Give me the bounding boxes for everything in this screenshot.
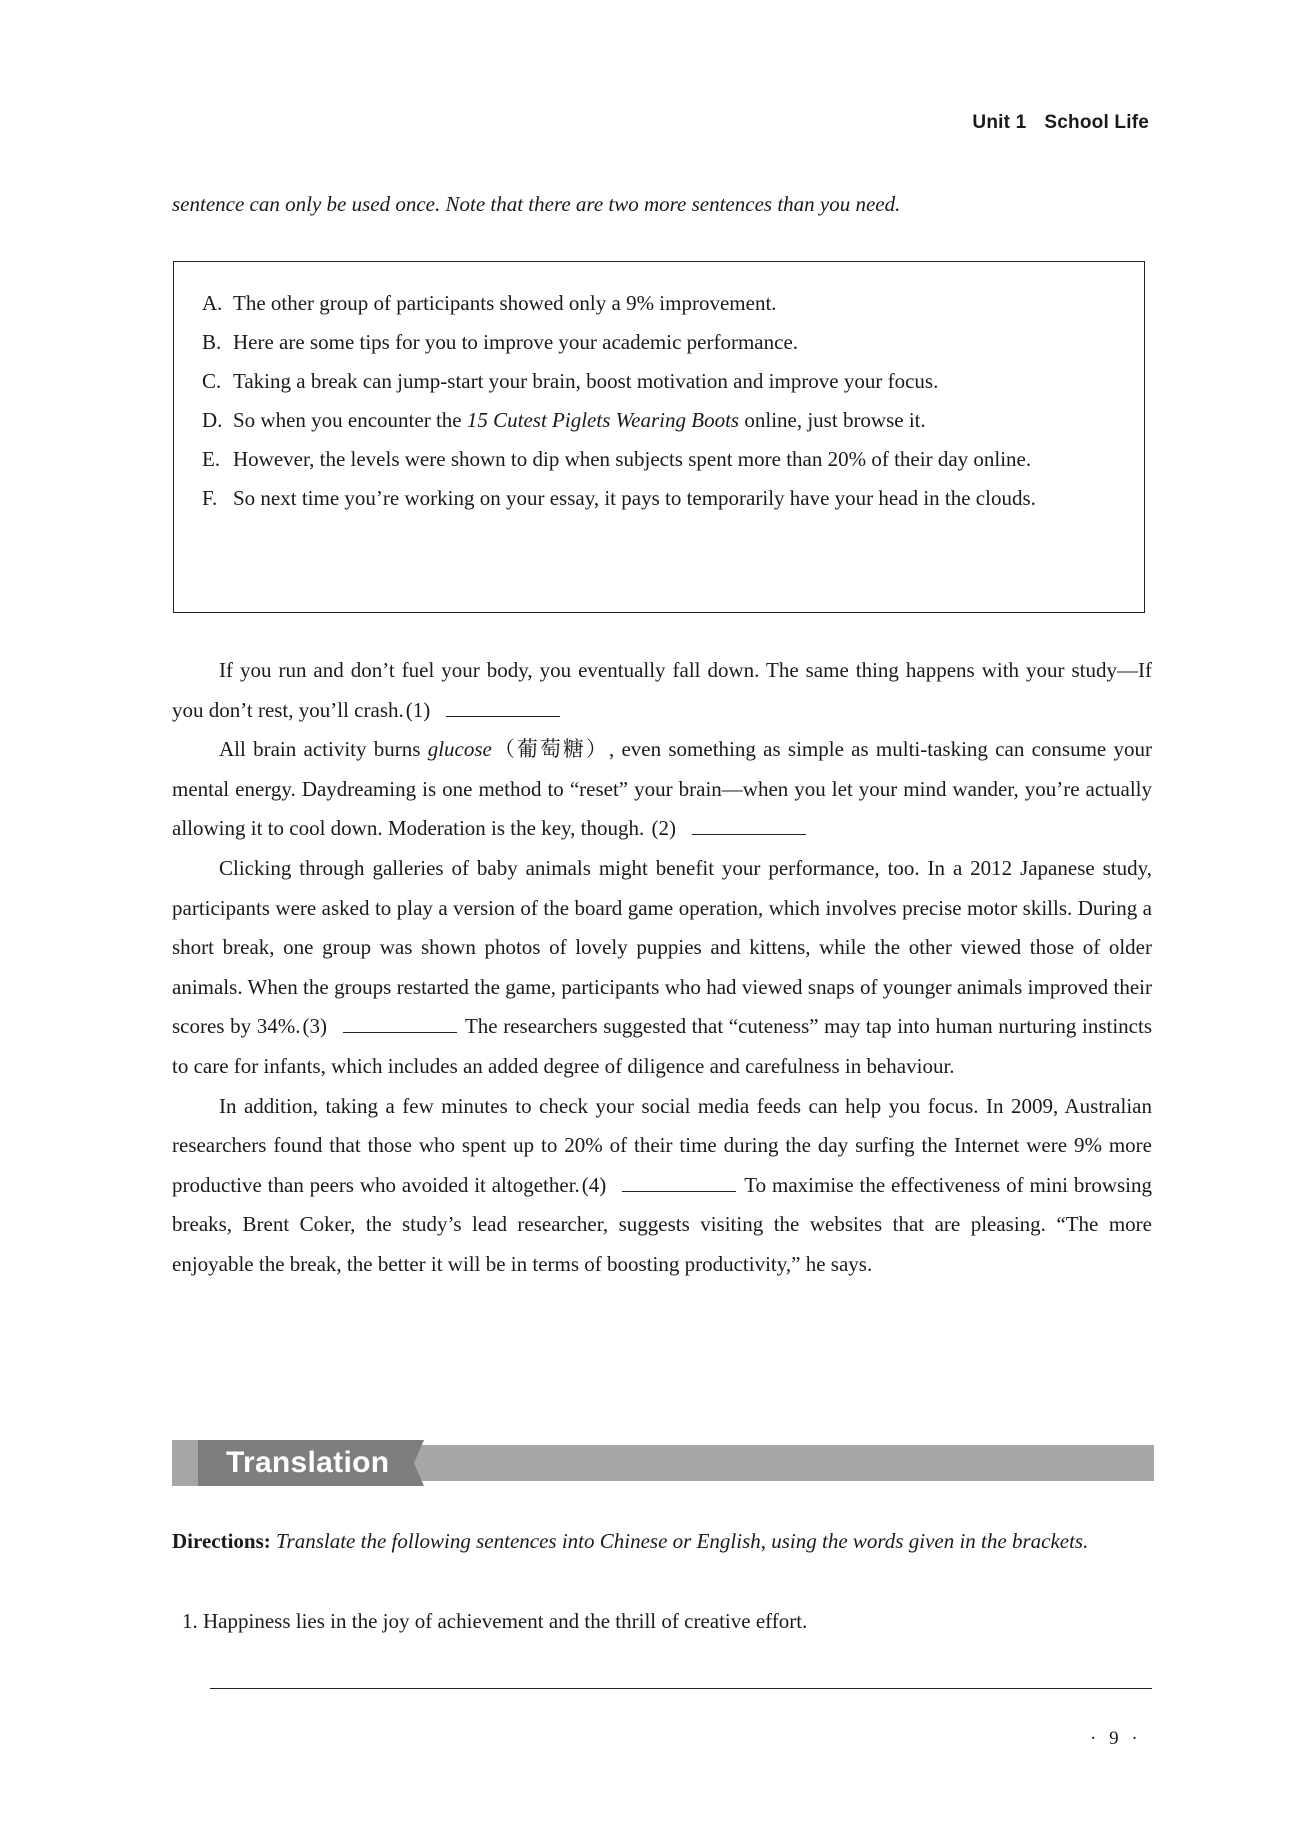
paragraph-4: In addition, taking a few minutes to check your social media feeds can help you focus. In 2009, Australian researchers found that those who spent up to 20% of their time during the day surfing the Internet were 9% more productive than peers who avoided it altogether.(4) To maximise the effectiveness of mini browsing breaks, Brent Coker, the study’s lead researcher, suggests visiting the websites that are pleasing. “The more enjoyable the break, the better it will be in terms of boosting productivity,” he says.	[172, 1093, 1152, 1276]
option-text-part: So when you encounter the	[233, 408, 467, 432]
directions-text: Translate the following sentences into Chinese or English, using the words given in the brackets.	[276, 1529, 1089, 1553]
unit-label: Unit 1	[972, 112, 1027, 133]
option-text	[233, 284, 1118, 323]
directions	[172, 1522, 1152, 1562]
option-text-part: However, the levels were shown to dip when subjects spent more than 20% of their day online.	[233, 447, 1032, 471]
option-letter: D.	[202, 408, 223, 432]
option-text	[233, 440, 1118, 479]
paragraph-1: If you run and don’t fuel your body, you eventually fall down. The same thing happens with your study—If you don’t rest, you’ll crash.(1)	[172, 658, 1152, 722]
question-1	[182, 1602, 1152, 1642]
option-letter: C.	[202, 369, 222, 393]
option-f	[202, 479, 1118, 518]
option-c	[202, 362, 1118, 401]
question-text: Happiness lies in the joy of achievement and the thrill of creative effort.	[203, 1609, 808, 1633]
option-text-part: Here are some tips for you to improve your academic performance.	[233, 330, 799, 354]
option-text-part: Taking a break can jump-start your brain, boost motivation and improve your focus.	[233, 369, 939, 393]
option-d	[202, 401, 1118, 440]
question-number: 1.	[182, 1609, 198, 1633]
page-number: · 9 ·	[1090, 1728, 1142, 1749]
option-e	[202, 440, 1118, 479]
option-text-part: So next time you’re working on your essay, it pays to temporarily have your head in the clouds.	[233, 486, 1036, 510]
blank-number: (4)	[581, 1172, 607, 1197]
paragraph-3: Clicking through galleries of baby animals might benefit your performance, too. In a 2012 Japanese study, participants were asked to play a version of the board game operation, which involves precise motor skills. During a short break, one group was shown photos of lovely puppies and kittens, while the other viewed those of older animals. When the groups restarted the game, participants who had viewed snaps of younger animals improved their scores by 34%.(3) The researchers suggested that “cuteness” may tap into human nurturing instincts to care for infants, which includes an added degree of diligence and carefulness in behaviour.	[172, 855, 1152, 1078]
term-glucose: glucose	[427, 737, 492, 762]
blank-number: (2)	[651, 816, 676, 841]
option-letter: B.	[202, 330, 222, 354]
unit-title: School Life	[1044, 112, 1149, 133]
blank-number: (3)	[302, 1014, 327, 1039]
option-letter: F.	[202, 486, 218, 510]
option-text-part: online, just browse it.	[739, 408, 926, 432]
answer-blank-1[interactable]	[446, 694, 560, 717]
section-title: Translation	[226, 1446, 390, 1479]
article	[172, 651, 1152, 1285]
directions-label: Directions:	[172, 1529, 271, 1553]
options-list	[202, 284, 1118, 518]
option-letter: A.	[202, 291, 223, 315]
answer-blank-4[interactable]	[622, 1169, 736, 1192]
option-text	[233, 479, 1118, 518]
answer-blank-3[interactable]	[343, 1010, 457, 1033]
option-text	[233, 401, 1118, 440]
option-a	[202, 284, 1118, 323]
option-text-part: The other group of participants showed only a 9% improvement.	[233, 291, 777, 315]
option-text	[233, 323, 1118, 362]
answer-line[interactable]	[210, 1688, 1152, 1689]
option-italic-title: 15 Cutest Piglets Wearing Boots	[466, 408, 740, 432]
chinese-gloss: （葡萄糖）	[491, 737, 609, 762]
option-letter: E.	[202, 447, 221, 471]
answer-blank-2[interactable]	[692, 812, 806, 835]
blank-number: (1)	[405, 697, 431, 722]
options-box	[173, 261, 1145, 613]
instructions-tail: sentence can only be used once. Note that there are two more sentences than you need.	[172, 192, 901, 216]
running-header	[972, 112, 1149, 134]
option-text	[233, 362, 1118, 401]
paragraph-2: All brain activity burns glucose（葡萄糖）, even something as simple as multi-tasking can consume your mental energy. Daydreaming is one method to “reset” your brain—when you let your mind wander, you’re actually allowing it to cool down. Moderation is the key, though. (2)	[172, 737, 1152, 841]
option-b	[202, 323, 1118, 362]
